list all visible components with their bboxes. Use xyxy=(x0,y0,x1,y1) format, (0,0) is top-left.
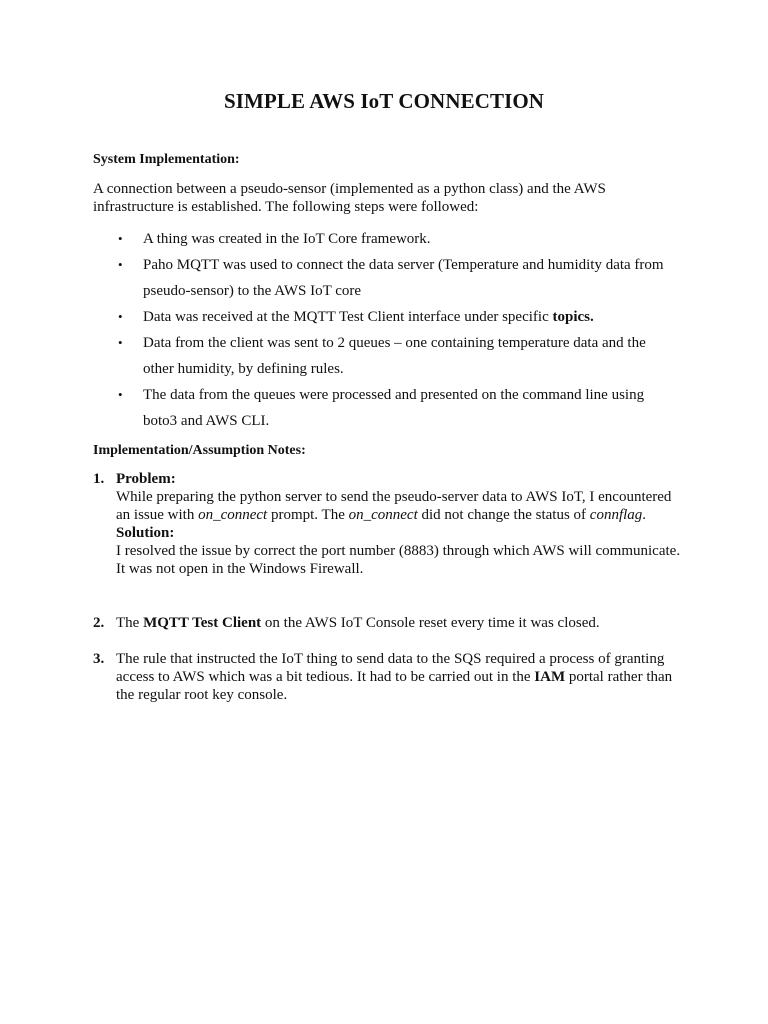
bullet-icon: • xyxy=(118,387,123,402)
problem-text-part: prompt. The xyxy=(267,507,349,523)
intro-paragraph: A connection between a pseudo-sensor (implemented as a python class) and the AWS infrastructure is established. The following steps were followed: xyxy=(93,181,606,215)
note-text-part: The xyxy=(116,615,144,631)
problem-code-term: connflag xyxy=(589,507,643,523)
note-body xyxy=(116,614,683,632)
list-item-text: Data was received at the MQTT Test Client interface under specific xyxy=(143,309,553,325)
note-body xyxy=(116,650,683,704)
solution-label: Solution: xyxy=(116,525,175,541)
note-item-3 xyxy=(93,650,683,704)
list-item-text: Data from the client was sent to 2 queues – one containing temperature data and the other humidity, by defining rules. xyxy=(143,335,646,377)
steps-list xyxy=(118,226,678,434)
note-text-part: portal rather than the regular root key console. xyxy=(116,669,673,703)
problem-code-term: on_connect xyxy=(198,507,268,523)
system-implementation-heading: System Implementation: xyxy=(93,152,240,167)
problem-text-part: . xyxy=(642,507,647,523)
bullet-icon: • xyxy=(118,335,123,350)
list-item xyxy=(118,304,678,330)
list-item xyxy=(118,226,678,252)
note-number: 2. xyxy=(93,615,105,631)
solution-text: I resolved the issue by correct the port number (8883) through which AWS will communicate. It was not open in the Windows Firewall. xyxy=(116,543,681,577)
note-text-part: The rule that instructed the IoT thing to send data to the SQS required a process of granting access to AWS which was a bit tedious. It had to be carried out in the xyxy=(116,651,665,685)
document-title: SIMPLE AWS IoT CONNECTION xyxy=(223,89,545,113)
list-item-text: Paho MQTT was used to connect the data server (Temperature and humidity data from pseudo-sensor) to the AWS IoT core xyxy=(143,257,664,299)
note-body xyxy=(116,470,683,578)
note-bold-term: IAM xyxy=(534,669,566,685)
problem-label: Problem: xyxy=(116,471,176,487)
bullet-icon: • xyxy=(118,231,123,246)
list-item xyxy=(118,252,678,304)
list-item-bold-text: topics. xyxy=(552,309,594,325)
note-item-2 xyxy=(93,614,683,632)
note-number: 1. xyxy=(93,471,105,487)
problem-text-part: did not change the status of xyxy=(417,507,590,523)
problem-code-term: on_connect xyxy=(348,507,418,523)
problem-text xyxy=(116,489,671,523)
bullet-icon: • xyxy=(118,309,123,324)
note-bold-term: MQTT Test Client xyxy=(143,615,262,631)
problem-text-part: While preparing the python server to send the pseudo-server data to AWS IoT, I encountered an issue with xyxy=(116,489,672,523)
note-text-part: on the AWS IoT Console reset every time it was closed. xyxy=(261,615,600,631)
list-item xyxy=(118,330,678,382)
notes-heading: Implementation/Assumption Notes: xyxy=(93,443,306,458)
note-number: 3. xyxy=(93,651,105,667)
list-item-text: A thing was created in the IoT Core framework. xyxy=(143,231,431,247)
list-item-text: The data from the queues were processed and presented on the command line using boto3 and AWS CLI. xyxy=(143,387,645,429)
bullet-icon: • xyxy=(118,257,123,272)
note-item-1 xyxy=(93,470,683,578)
list-item xyxy=(118,382,678,434)
